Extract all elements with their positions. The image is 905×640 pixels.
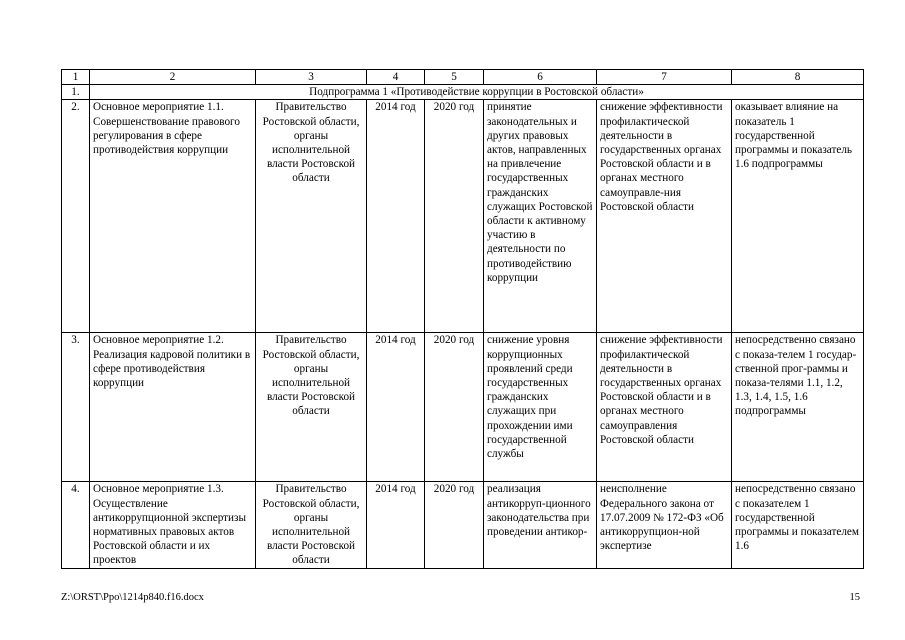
start-year-cell: 2014 год: [367, 333, 425, 482]
executor-cell: Правительство Ростовской области, органы исполнительной власти Ростовской области: [256, 100, 367, 333]
header-cell: 1: [62, 70, 90, 85]
event-cell: Основное мероприятие 1.3. Осуществление антикоррупционной экспертизы нормативных правовых актов Ростовской области и их проектов: [90, 482, 256, 569]
result-cell: реализация антикорруп-ционного законодательства при проведении антикор-: [484, 482, 597, 569]
start-year-cell: 2014 год: [367, 100, 425, 333]
row-number: 4.: [62, 482, 90, 569]
table-row: [62, 482, 864, 569]
measures-table: [61, 69, 864, 569]
consequence-cell: снижение эффективности профилактической деятельности в государственных органах Ростовской области и в органах местного самоуправле-ния Ростовской области: [597, 100, 732, 333]
consequence-cell: снижение эффективности профилактической деятельности в государственных органах Ростовской области и в органах местного самоуправления Ростовской области: [597, 333, 732, 482]
table-row: [62, 333, 864, 482]
indicator-link-cell: непосредственно связано с показа-телем 1 государ-ственной прог-раммы и показа-телями 1.1, 1.2, 1.3, 1.4, 1.5, 1.6 подпрограммы: [732, 333, 864, 482]
end-year-cell: 2020 год: [425, 482, 484, 569]
table-row: [62, 100, 864, 333]
header-row: [62, 70, 864, 85]
header-cell: 2: [90, 70, 256, 85]
header-cell: 6: [484, 70, 597, 85]
row-number: 1.: [62, 85, 90, 100]
result-cell: снижение уровня коррупционных проявлений среди государственных гражданских служащих при прохождении ими государственной службы: [484, 333, 597, 482]
event-cell: Основное мероприятие 1.2. Реализация кадровой политики в сфере противодействия коррупции: [90, 333, 256, 482]
executor-cell: Правительство Ростовской области, органы исполнительной власти Ростовской области: [256, 333, 367, 482]
header-cell: 7: [597, 70, 732, 85]
header-cell: 4: [367, 70, 425, 85]
start-year-cell: 2014 год: [367, 482, 425, 569]
end-year-cell: 2020 год: [425, 333, 484, 482]
consequence-cell: неисполнение Федерального закона от 17.07.2009 № 172-ФЗ «Об антикоррупцион-ной экспертизе: [597, 482, 732, 569]
event-cell: Основное мероприятие 1.1. Совершенствование правового регулирования в сфере противодействия коррупции: [90, 100, 256, 333]
page-number: 15: [849, 592, 860, 603]
executor-cell: Правительство Ростовской области, органы исполнительной власти Ростовской области: [256, 482, 367, 569]
indicator-link-cell: непосредственно связано с показателем 1 государственной программы и показателем 1.6: [732, 482, 864, 569]
header-cell: 3: [256, 70, 367, 85]
end-year-cell: 2020 год: [425, 100, 484, 333]
file-path-footer: Z:\ORST\Ppo\1214p840.f16.docx: [61, 592, 204, 603]
header-cell: 5: [425, 70, 484, 85]
subprogram-row: [62, 85, 864, 100]
header-cell: 8: [732, 70, 864, 85]
subprogram-title: Подпрограмма 1 «Противодействие коррупции в Ростовской области»: [90, 85, 864, 100]
row-number: 2.: [62, 100, 90, 333]
indicator-link-cell: оказывает влияние на показатель 1 государственной программы и показатель 1.6 подпрограммы: [732, 100, 864, 333]
result-cell: принятие законодательных и других правовых актов, направленных на привлечение государственных гражданских служащих Ростовской области к активному участию в деятельности по противодействию коррупции: [484, 100, 597, 333]
row-number: 3.: [62, 333, 90, 482]
